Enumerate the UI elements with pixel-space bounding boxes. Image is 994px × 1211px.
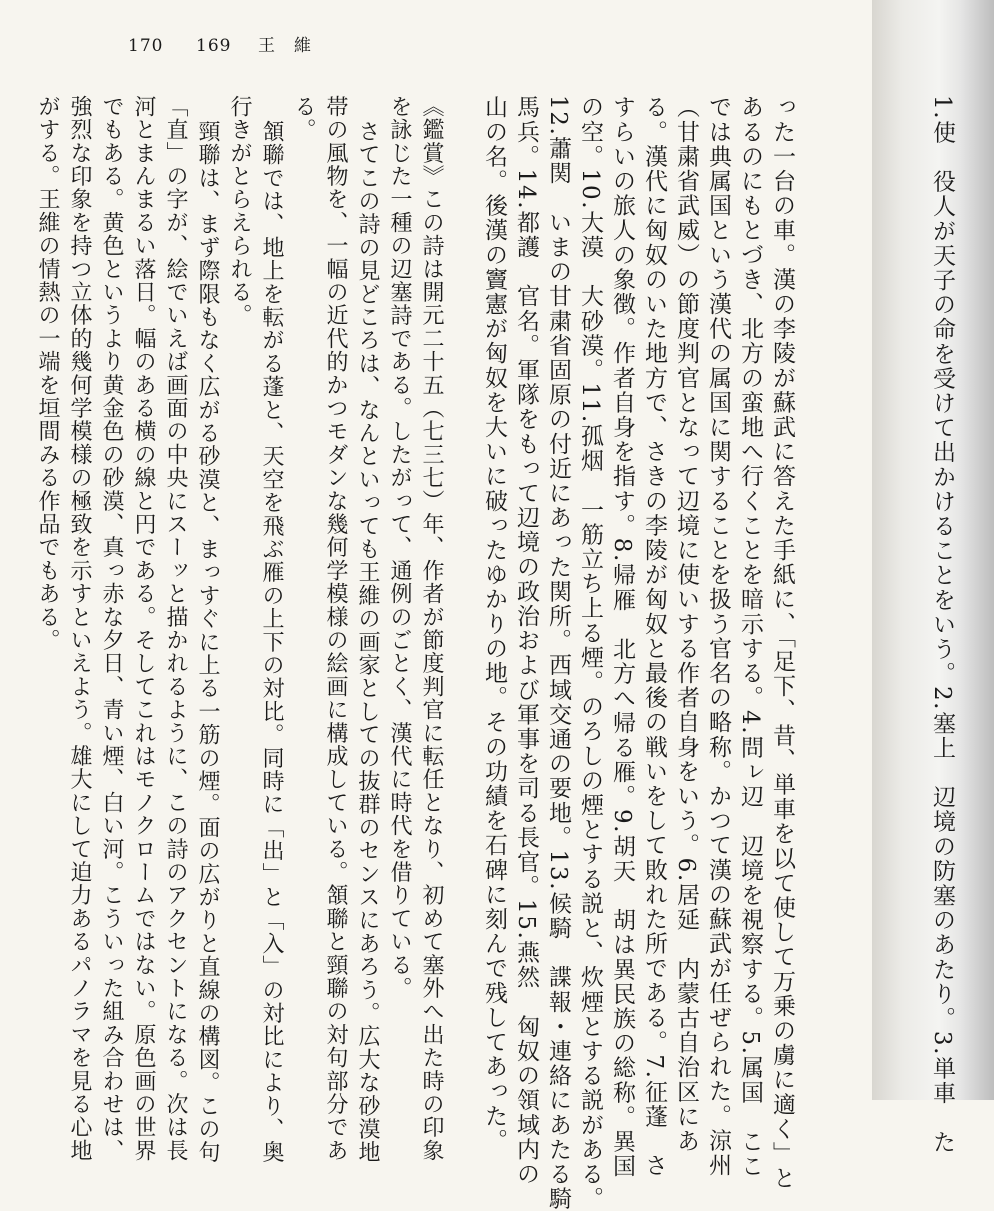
- notes-column-11: 山の名。後漢の竇憲が匈奴を大いに破ったゆかりの地。その功績を石碑に刻んで残してあった。: [481, 95, 507, 1153]
- commentary-column-12: 強烈な印象を持つ立体的幾何学模様の極致を示すといえよう。雄大にして迫力あるパノラマを見る心地: [67, 95, 92, 1163]
- notes-column-1: 1.使 役人が天子の命を受けて出かけることをいう。2.塞上 辺境の防塞のあたり。3.単車 た: [929, 95, 955, 1155]
- notes-column-2: った一台の車。漢の李陵が蘇武に答えた手紙に、「足下、昔、単車を以て使して万乗の虜に適く」と: [769, 95, 795, 1191]
- commentary-column-2: を詠じた一種の辺塞詩である。したがって、通例のごとく、漢代に時代を借りている。: [387, 95, 412, 1000]
- poet-name: 王 維: [258, 36, 312, 56]
- commentary-column-6: 頷聯では、地上を転がる蓬と、天空を飛ぶ雁の上下の対比。同時に「出」と「入」の対比により、奥: [259, 120, 284, 1164]
- commentary-column-8: 頸聯は、まず際限もなく広がる砂漠と、まっすぐに上る一筋の煙。面の広がりと直線の構図。この句: [195, 120, 220, 1164]
- commentary-column-1: 《鑑賞》この詩は開元二十五（七三七）年、作者が節度判官に転任となり、初めて塞外へ出た時の印象: [419, 95, 444, 1163]
- notes-column-10: 馬兵。14.都護 官名。軍隊をもって辺境の政治および軍事を司る長官。15.燕然 匈奴の領域内の: [513, 95, 539, 1187]
- page-number: 170: [128, 36, 164, 56]
- notes-column-9: 12.蕭関 いまの甘粛省固原の付近にあった関所。西域交通の要地。13.候騎 諜報・連絡にあたる騎: [545, 95, 571, 1211]
- commentary-column-5: る。: [291, 95, 316, 142]
- notes-column-7: すらいの旅人の象徴。作者自身を指す。8.帰雁 北方へ帰る雁。9.胡天 胡は異民族の総称。異国: [609, 95, 635, 1179]
- commentary-column-13: がする。王維の情熱の一端を垣間みる作品でもある。: [35, 95, 60, 652]
- commentary-column-4: 帯の風物を、一幅の近代的かつモダンな幾何学模様の絵画に構成している。頷聯と頸聯の対句部分であ: [323, 95, 348, 1163]
- notes-column-4: では典属国という漢代の属国に関することを扱う官名の略称。かつて漢の蘇武が任ぜられた。涼州: [705, 95, 731, 1178]
- page-edge-shadow: [960, 0, 994, 1100]
- notes-column-3: あるのにもとづき、北方の蛮地へ行くことを暗示する。4.問ㇾ辺 辺境を視察する。5.属国 ここ: [737, 95, 763, 1179]
- notes-column-6: る。漢代に匈奴のいた地方で、さきの李陵が匈奴と最後の戦いをして敗れた所である。7.征蓬 さ: [641, 95, 667, 1178]
- notes-column-8: の空。10.大漠 大砂漠。11.孤烟 一筋立ち上る煙。のろしの煙とする説と、炊煙とする説がある。: [577, 95, 603, 1211]
- commentary-column-3: さてこの詩の見どころは、なんといっても王維の画家としての抜群のセンスにあろう。広大な砂漠地: [355, 120, 380, 1164]
- notes-column-5: （甘粛省武威）の節度判官となって辺境に使いする作者自身をいう。6.居延 内蒙古自治区にあ: [673, 95, 699, 1154]
- commentary-column-10: 河とまんまるい落日。幅のある横の線と円である。そしてこれはモノクロームではない。原色画の世界: [131, 95, 156, 1163]
- commentary-column-9: 「直」の字が、絵でいえば画面の中央にスーッと描かれるように、この詩のアクセントになる。次は長: [163, 95, 188, 1163]
- commentary-column-7: 行きがとらえられる。: [227, 95, 252, 327]
- commentary-column-11: でもある。黄色というより黄金色の砂漠、真っ赤な夕日、青い煙、白い河。こういった組み合わせは、: [99, 95, 124, 1163]
- poem-number: 169: [196, 36, 232, 56]
